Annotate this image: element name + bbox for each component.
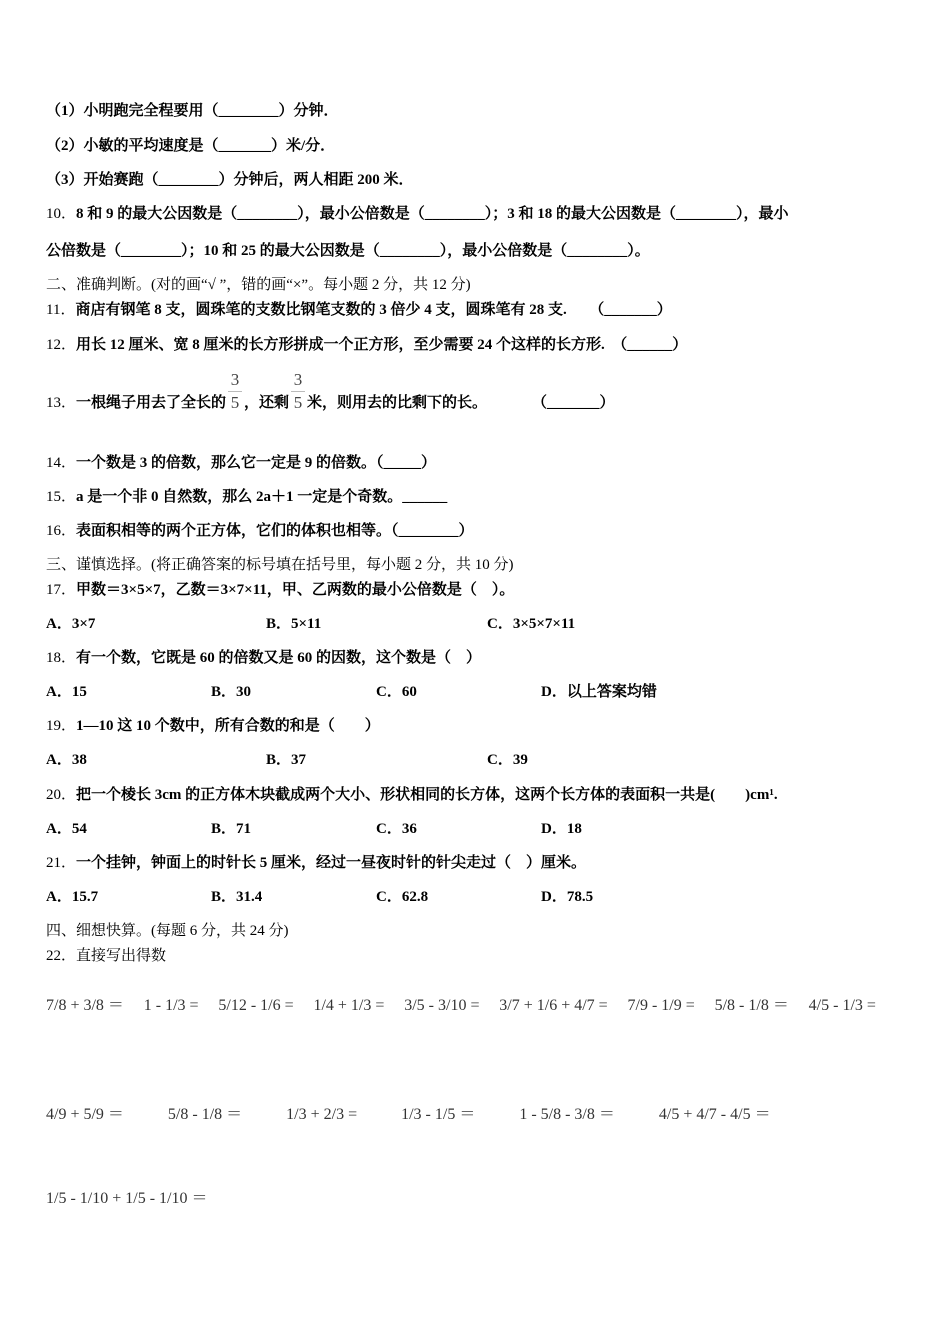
question-18: [46, 648, 481, 668]
option-c: C．60: [376, 684, 417, 700]
question-21: [46, 853, 586, 873]
expression: 5/12 - 1/6 =: [218, 997, 294, 1014]
section-heading-text: 三、谨慎选择。(将正确答案的标号填在括号里，每小题 2 分，共 10 分): [46, 557, 514, 573]
question-text: a 是一个非 0 自然数，那么 2a＋1 一定是个奇数。______: [76, 489, 448, 505]
fraction-bar: [228, 391, 242, 392]
question-11: [46, 300, 672, 320]
question-number: 18．: [46, 650, 77, 666]
question-22: [46, 946, 166, 966]
section-2-heading: [46, 275, 471, 295]
expression: 1/3 + 2/3 =: [286, 1106, 358, 1123]
question-number: 19．: [46, 718, 77, 734]
expression: 4/5 - 1/3 =: [808, 997, 876, 1014]
question-text: 把一个棱长 3cm 的正方体木块截成两个大小、形状相同的长方体，这两个长方体的表面积一共是( )cm¹.: [76, 787, 778, 803]
expression: 1 - 5/8 - 3/8 ＝: [519, 1106, 615, 1123]
question-text: 1—10 这 10 个数中，所有合数的和是（ ）: [76, 718, 380, 734]
expression: 7/9 - 1/9 =: [627, 997, 695, 1014]
calculation-row-3: [46, 1188, 207, 1210]
expression: 4/9 + 5/9 ＝: [46, 1106, 124, 1123]
fraction: [228, 370, 242, 413]
question-12: [46, 335, 687, 355]
calculation-row-1: [46, 995, 876, 1017]
numerator: 3: [230, 370, 240, 389]
expression: 4/5 + 4/7 - 4/5 ＝: [658, 1106, 771, 1123]
question-text: 有一个数，它既是 60 的倍数又是 60 的因数，这个数是（ ）: [76, 650, 482, 666]
option-c: C．36: [376, 821, 417, 837]
question-20: [46, 785, 778, 805]
question-number: 11．: [46, 302, 76, 318]
expression: 5/8 - 1/8 ＝: [714, 997, 789, 1014]
option-c: C．3×5×7×11: [487, 616, 576, 632]
question-text: 米，则用去的比剩下的长。 （_______）: [307, 395, 615, 411]
question-text: 用长 12 厘米、宽 8 厘米的长方形拼成一个正方形，至少需要 24 个这样的长方形. （______）: [76, 337, 688, 353]
question-10: [46, 204, 789, 224]
option-a: A．54: [46, 821, 87, 837]
question-number: 20．: [46, 787, 77, 803]
option-a: A．15: [46, 684, 87, 700]
question-text: 一个数是 3 的倍数，那么它一定是 9 的倍数。（_____）: [76, 455, 437, 471]
question-16: [46, 521, 474, 541]
question-number: 14．: [46, 455, 77, 471]
question-13: [46, 370, 615, 413]
option-b: B．5×11: [266, 616, 322, 632]
question-text: 商店有钢笔 8 支，圆珠笔的支数比钢笔支数的 3 倍少 4 支，圆珠笔有 28 支. （_______）: [75, 302, 672, 318]
option-b: B．37: [266, 752, 307, 768]
fraction-bar: [291, 391, 305, 392]
option-b: B．31.4: [211, 889, 263, 905]
q9-part3-text: （3）开始赛跑（________）分钟后，两人相距 200 米．: [46, 172, 414, 188]
q9-part3: [46, 170, 414, 190]
denominator: 5: [293, 393, 303, 412]
option-b: B．71: [211, 821, 252, 837]
denominator: 5: [230, 393, 240, 412]
q9-part1-text: （1）小明跑完全程要用（________）分钟．: [46, 103, 339, 119]
section-heading-text: 二、准确判断。(对的画“√ ”，错的画“×”。每小题 2 分，共 12 分): [46, 277, 471, 293]
option-a: A．3×7: [46, 616, 96, 632]
question-number: 13．: [46, 395, 77, 411]
option-d: D．18: [541, 821, 582, 837]
question-15: [46, 487, 447, 507]
option-c: C．62.8: [376, 889, 429, 905]
expression: 1/5 - 1/10 + 1/5 - 1/10 ＝: [46, 1190, 208, 1207]
question-10-cont: [46, 241, 650, 261]
question-19: [46, 716, 380, 736]
section-heading-text: 四、细想快算。(每题 6 分，共 24 分): [46, 923, 289, 939]
question-text: 一个挂钟，钟面上的时针长 5 厘米，经过一昼夜时针的针尖走过（ ）厘米。: [76, 855, 587, 871]
question-text: 8 和 9 的最大公因数是（________），最小公倍数是（________）；3 和 18 的最大公因数是（________），最小: [76, 206, 789, 222]
question-text: 表面积相等的两个正方体，它们的体积也相等。（________）: [76, 523, 474, 539]
option-b: B．30: [211, 684, 252, 700]
question-text: ，还剩: [244, 395, 290, 411]
option-a: A．38: [46, 752, 87, 768]
expression: 5/8 - 1/8 ＝: [167, 1106, 243, 1123]
option-c: C．39: [487, 752, 528, 768]
q9-part2: [46, 136, 335, 156]
calculation-row-2: [46, 1104, 771, 1126]
question-17: [46, 580, 514, 600]
option-d: D．78.5: [541, 889, 594, 905]
expression: 3/5 - 3/10 =: [404, 997, 480, 1014]
question-text: 公倍数是（________）；10 和 25 的最大公因数是（________），最小公倍数是（________）。: [46, 243, 650, 259]
expression: 3/7 + 1/6 + 4/7 =: [499, 997, 608, 1014]
section-4-heading: [46, 921, 289, 941]
question-number: 12．: [46, 337, 77, 353]
q9-part1: [46, 101, 339, 121]
question-text: 一根绳子用去了全长的: [76, 395, 227, 411]
q9-part2-text: （2）小敏的平均速度是（_______）米/分．: [46, 138, 336, 154]
question-number: 17．: [46, 582, 77, 598]
question-text: 甲数＝3×5×7，乙数＝3×7×11，甲、乙两数的最小公倍数是（ ）。: [76, 582, 515, 598]
option-d: D．以上答案均错: [541, 684, 657, 700]
question-number: 21．: [46, 855, 77, 871]
question-text: 直接写出得数: [76, 948, 167, 964]
question-number: 16．: [46, 523, 77, 539]
question-number: 22．: [46, 948, 77, 964]
expression: 1/3 - 1/5 ＝: [401, 1106, 476, 1123]
expression: 1 - 1/3 =: [143, 997, 199, 1014]
expression: 1/4 + 1/3 =: [313, 997, 385, 1014]
question-14: [46, 453, 436, 473]
question-number: 10．: [46, 206, 77, 222]
question-number: 15．: [46, 489, 77, 505]
fraction: [291, 370, 305, 413]
numerator: 3: [293, 370, 303, 389]
option-a: A．15.7: [46, 889, 99, 905]
expression: 7/8 + 3/8 ＝: [46, 997, 124, 1014]
section-3-heading: [46, 555, 514, 575]
